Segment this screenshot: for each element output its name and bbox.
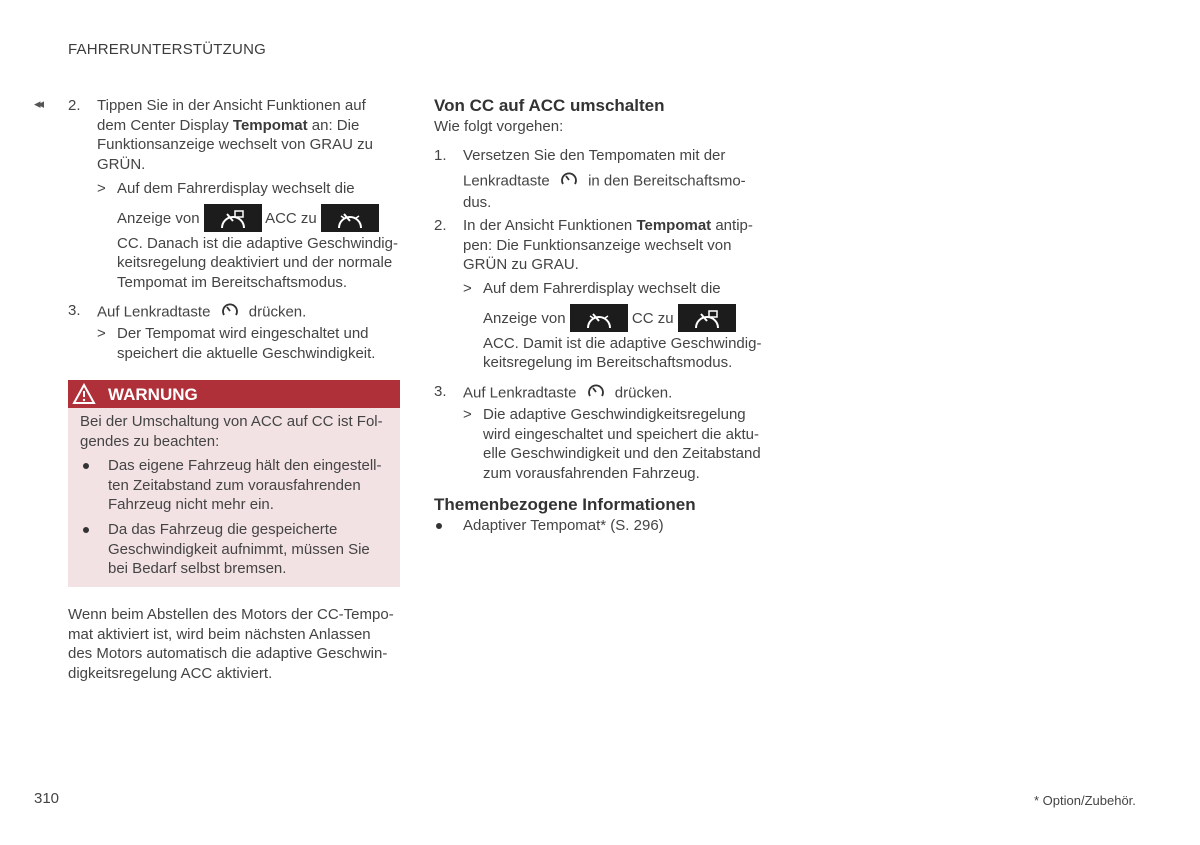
warning-text: bei Bedarf selbst bremsen.	[108, 560, 287, 577]
result-line: Anzeige von ACC zu	[117, 204, 407, 234]
bullet	[83, 463, 89, 469]
warning-text: Das eigene Fahrzeug hält den eingestell-	[108, 457, 382, 474]
cc-display-icon	[321, 204, 379, 232]
step-number: 1.	[434, 147, 447, 164]
step-text-line: GRÜN zu GRAU.	[463, 256, 579, 273]
step-text: drücken.	[248, 303, 307, 321]
warning-text: Geschwindigkeit aufnimmt, müssen Sie	[108, 540, 370, 558]
result-line: Tempomat im Bereitschaftsmodus.	[117, 273, 348, 291]
result-arrow: >	[463, 406, 472, 423]
result-line: speichert die aktuelle Geschwindigkeit.	[117, 344, 376, 362]
step-text-line: pen: Die Funktionsanzeige wechselt von	[463, 236, 732, 254]
warning-text: ten Zeitabstand zum vorausfahrenden	[108, 476, 361, 494]
cc-display-icon	[570, 304, 628, 332]
related-heading: Themenbezogene Informationen	[434, 495, 696, 514]
section-title: FAHRERUNTERSTÜTZUNG	[68, 41, 266, 58]
result-line: keitsregelung deaktiviert und der normale	[117, 254, 393, 271]
steering-wheel-cruise-icon	[587, 382, 605, 406]
result-line: Auf dem Fahrerdisplay wechselt die	[117, 180, 355, 197]
warning-text: Fahrzeug nicht mehr ein.	[108, 496, 274, 513]
step-text-line: dem Center Display Tempomat an: Die	[97, 116, 360, 134]
result-line: wird eingeschaltet und speichert die aktu-	[483, 425, 759, 443]
result-line: elle Geschwindigkeit und den Zeitabstand	[483, 445, 761, 462]
result-line: Der Tempomat wird eingeschaltet und	[117, 325, 369, 342]
steering-wheel-cruise-icon	[221, 301, 239, 325]
result-line: Die adaptive Geschwindigkeitsregelung	[483, 406, 746, 423]
warning-title: WARNUNG	[108, 385, 198, 404]
step-text: drücken.	[614, 384, 673, 402]
result-line: zum vorausfahrenden Fahrzeug.	[483, 464, 700, 482]
step-text-line: dus.	[463, 194, 492, 211]
step-text: Auf Lenkradtaste	[463, 384, 577, 402]
related-link[interactable]: Adaptiver Tempomat* (S. 296)	[463, 517, 664, 534]
steering-wheel-cruise-icon	[560, 170, 578, 194]
result-line: CC. Danach ist die adaptive Geschwindig-	[117, 234, 398, 252]
warning-text: Bei der Umschaltung von ACC auf CC ist Fol-	[80, 413, 383, 430]
bullet	[83, 527, 89, 533]
step-text-line: GRÜN.	[97, 155, 146, 173]
step-text-line: Tippen Sie in der Ansicht Funktionen auf	[97, 97, 366, 114]
tempomat-label: Tempomat	[636, 217, 712, 234]
paragraph-line: mat aktiviert ist, wird beim nächsten Anlassen	[68, 625, 371, 643]
step-text: Auf Lenkradtaste	[97, 303, 211, 321]
result-line: ACC. Damit ist die adaptive Geschwindig-	[483, 334, 762, 352]
step-text-line: Versetzen Sie den Tempomaten mit der	[463, 147, 726, 164]
result-arrow: >	[463, 280, 472, 297]
step-number: 3.	[434, 383, 447, 400]
step-number: 2.	[434, 217, 447, 234]
result-line: keitsregelung im Bereitschaftsmodus.	[483, 354, 733, 371]
result-line: Anzeige von CC zu	[483, 304, 773, 334]
bullet	[436, 523, 442, 529]
result-arrow: >	[97, 325, 106, 342]
acc-display-icon	[204, 204, 262, 232]
footnote: * Option/Zubehör.	[1034, 793, 1136, 808]
paragraph-line: digkeitsregelung ACC aktiviert.	[68, 664, 273, 682]
back-nav-icon[interactable]: ◂◂	[34, 96, 42, 111]
intro-text: Wie folgt vorgehen:	[434, 118, 564, 135]
step-number: 2.	[68, 97, 81, 114]
page-number: 310	[34, 790, 60, 807]
step-text-line: Lenkradtaste in den Bereitschaftsmo-	[463, 170, 768, 194]
tempomat-label: Tempomat	[232, 116, 308, 134]
section-heading: Von CC auf ACC umschalten	[434, 96, 665, 115]
warning-triangle-icon	[72, 383, 96, 409]
paragraph-line: des Motors automatisch die adaptive Geschwin-	[68, 645, 388, 662]
warning-header	[68, 380, 400, 408]
acc-display-icon	[678, 304, 736, 332]
result-arrow: >	[97, 180, 106, 197]
warning-body	[68, 408, 400, 587]
paragraph-line: Wenn beim Abstellen des Motors der CC-Tempo-	[68, 606, 394, 623]
step-text-line: Funktionsanzeige wechselt von GRAU zu	[97, 136, 373, 153]
acc-note-paragraph	[68, 605, 408, 683]
step-text-line: In der Ansicht Funktionen Tempomat antip-	[463, 217, 753, 234]
step-number: 3.	[68, 302, 81, 319]
result-line: Auf dem Fahrerdisplay wechselt die	[483, 280, 721, 297]
warning-text: Da das Fahrzeug die gespeicherte	[108, 521, 338, 538]
warning-text: gendes zu beachten:	[80, 432, 220, 450]
